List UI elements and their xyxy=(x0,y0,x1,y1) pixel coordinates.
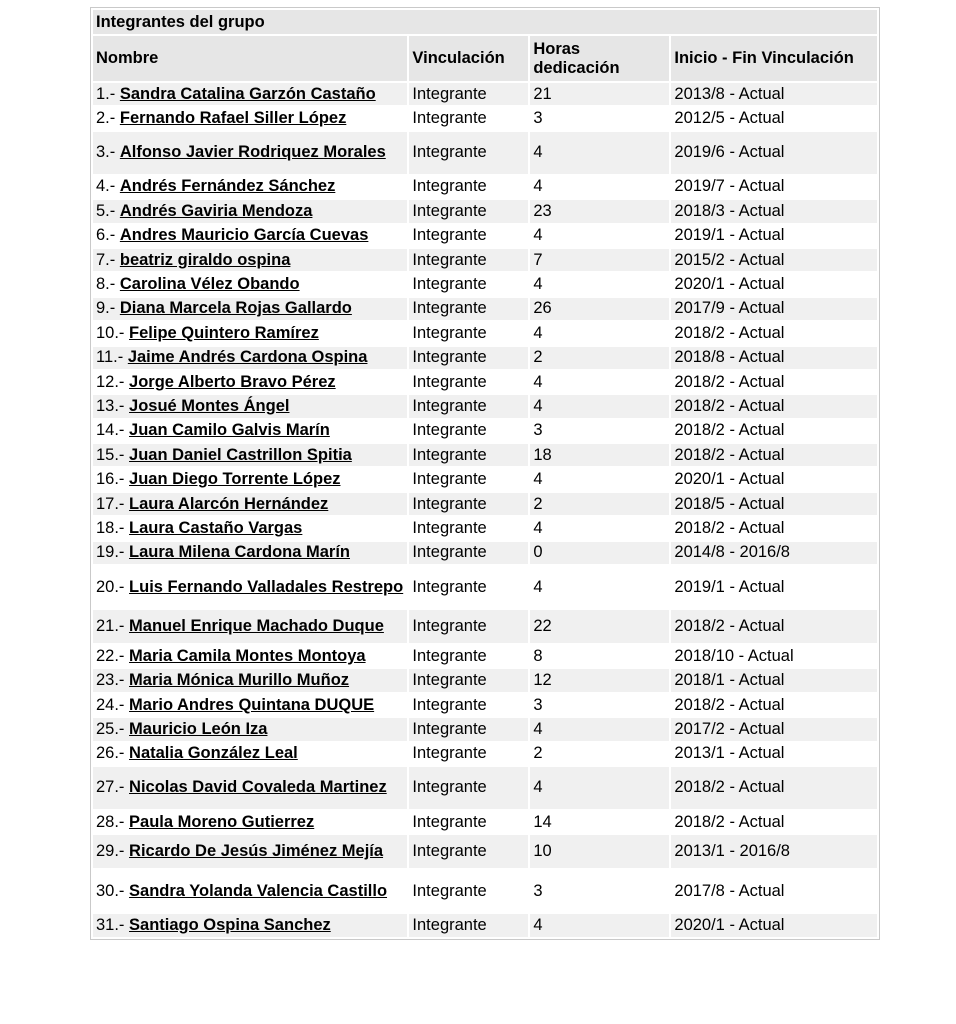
member-name-link[interactable]: Juan Camilo Galvis Marín xyxy=(129,421,330,440)
cell-vinculacion: Integrante xyxy=(409,83,528,105)
cell-nombre xyxy=(93,669,407,691)
cell-horas: 12 xyxy=(530,669,669,691)
table-row xyxy=(93,347,877,369)
cell-horas: 4 xyxy=(530,718,669,740)
cell-periodo: 2019/7 - Actual xyxy=(671,176,877,198)
cell-vinculacion: Integrante xyxy=(409,914,528,936)
table-row xyxy=(93,610,877,643)
cell-vinculacion: Integrante xyxy=(409,517,528,539)
member-name-link[interactable]: Sandra Catalina Garzón Castaño xyxy=(119,84,376,103)
table-row xyxy=(93,298,877,320)
member-name-link[interactable]: Alfonso Javier Rodriquez Morales xyxy=(119,143,386,162)
row-number: 29.- xyxy=(96,842,125,861)
row-number: 6.- xyxy=(96,226,116,245)
cell-vinculacion: Integrante xyxy=(409,371,528,393)
member-name-link[interactable]: Ricardo De Jesús Jiménez Mejía xyxy=(129,842,384,861)
cell-vinculacion: Integrante xyxy=(409,420,528,442)
cell-vinculacion: Integrante xyxy=(409,176,528,198)
row-number: 4.- xyxy=(96,177,116,196)
table-row xyxy=(93,444,877,466)
table-row xyxy=(93,83,877,105)
member-name-link[interactable]: Juan Daniel Castrillon Spitia xyxy=(129,445,352,464)
cell-nombre xyxy=(93,811,407,833)
table-row xyxy=(93,107,877,129)
cell-nombre xyxy=(93,371,407,393)
row-number: 23.- xyxy=(96,671,125,690)
cell-nombre xyxy=(93,395,407,417)
member-name-link[interactable]: Mario Andres Quintana DUQUE xyxy=(129,695,375,714)
row-number: 19.- xyxy=(96,543,125,562)
cell-horas: 2 xyxy=(530,493,669,515)
cell-periodo: 2020/1 - Actual xyxy=(671,914,877,936)
row-number: 26.- xyxy=(96,744,125,763)
row-number: 21.- xyxy=(96,617,125,636)
cell-periodo: 2018/2 - Actual xyxy=(671,767,877,809)
table-row xyxy=(93,176,877,198)
cell-nombre xyxy=(93,718,407,740)
cell-periodo: 2018/2 - Actual xyxy=(671,322,877,344)
table-row xyxy=(93,694,877,716)
cell-periodo: 2018/1 - Actual xyxy=(671,669,877,691)
member-name-link[interactable]: Josué Montes Ángel xyxy=(129,396,290,415)
cell-nombre xyxy=(93,132,407,174)
table-row xyxy=(93,273,877,295)
cell-periodo: 2018/2 - Actual xyxy=(671,395,877,417)
cell-nombre xyxy=(93,468,407,490)
table-title: Integrantes del grupo xyxy=(93,10,877,34)
row-number: 3.- xyxy=(96,143,116,162)
cell-vinculacion: Integrante xyxy=(409,835,528,868)
cell-nombre xyxy=(93,420,407,442)
member-name-link[interactable]: Fernando Rafael Siller López xyxy=(119,109,347,128)
row-number: 11.- xyxy=(96,348,124,367)
table-row xyxy=(93,767,877,809)
cell-vinculacion: Integrante xyxy=(409,870,528,912)
cell-horas: 10 xyxy=(530,835,669,868)
cell-horas: 3 xyxy=(530,107,669,129)
cell-periodo: 2020/1 - Actual xyxy=(671,273,877,295)
cell-horas: 2 xyxy=(530,347,669,369)
cell-horas: 0 xyxy=(530,542,669,564)
cell-nombre xyxy=(93,542,407,564)
member-name-link[interactable]: Diana Marcela Rojas Gallardo xyxy=(119,299,352,318)
member-name-link[interactable]: Juan Diego Torrente López xyxy=(129,470,341,489)
member-name-link[interactable]: Andrés Fernández Sánchez xyxy=(119,177,336,196)
row-number: 13.- xyxy=(96,396,125,415)
cell-periodo: 2020/1 - Actual xyxy=(671,468,877,490)
row-number: 25.- xyxy=(96,719,125,738)
table-row xyxy=(93,322,877,344)
table-row xyxy=(93,835,877,868)
cell-vinculacion: Integrante xyxy=(409,395,528,417)
cell-vinculacion: Integrante xyxy=(409,200,528,222)
table-row xyxy=(93,493,877,515)
row-number: 2.- xyxy=(96,109,116,128)
cell-nombre xyxy=(93,610,407,643)
member-name-link[interactable]: Maria Camila Montes Montoya xyxy=(129,646,366,665)
cell-nombre xyxy=(93,517,407,539)
table-row xyxy=(93,566,877,608)
cell-periodo: 2018/2 - Actual xyxy=(671,444,877,466)
cell-horas: 3 xyxy=(530,420,669,442)
row-number: 14.- xyxy=(96,421,125,440)
cell-periodo: 2019/1 - Actual xyxy=(671,566,877,608)
cell-vinculacion: Integrante xyxy=(409,444,528,466)
cell-vinculacion: Integrante xyxy=(409,273,528,295)
row-number: 30.- xyxy=(96,881,125,900)
row-number: 16.- xyxy=(96,470,125,489)
cell-horas: 2 xyxy=(530,743,669,765)
member-name-link[interactable]: Felipe Quintero Ramírez xyxy=(129,323,319,342)
header-periodo: Inicio - Fin Vinculación xyxy=(671,36,877,81)
cell-horas: 3 xyxy=(530,694,669,716)
cell-horas: 26 xyxy=(530,298,669,320)
cell-nombre xyxy=(93,273,407,295)
cell-periodo: 2017/9 - Actual xyxy=(671,298,877,320)
table-row xyxy=(93,225,877,247)
cell-vinculacion: Integrante xyxy=(409,347,528,369)
cell-horas: 8 xyxy=(530,645,669,667)
cell-vinculacion: Integrante xyxy=(409,767,528,809)
cell-periodo: 2017/8 - Actual xyxy=(671,870,877,912)
cell-nombre xyxy=(93,322,407,344)
row-number: 20.- xyxy=(96,577,125,596)
cell-horas: 3 xyxy=(530,870,669,912)
row-number: 9.- xyxy=(96,299,116,318)
cell-horas: 7 xyxy=(530,249,669,271)
row-number: 5.- xyxy=(96,201,116,220)
cell-nombre xyxy=(93,493,407,515)
table-row xyxy=(93,870,877,912)
member-name-link[interactable]: Sandra Yolanda Valencia Castillo xyxy=(129,881,388,900)
row-number: 7.- xyxy=(96,250,116,269)
table-row xyxy=(93,468,877,490)
cell-vinculacion: Integrante xyxy=(409,493,528,515)
header-horas: Horas dedicación xyxy=(530,36,669,81)
header-vinculacion: Vinculación xyxy=(409,36,528,81)
cell-horas: 4 xyxy=(530,225,669,247)
cell-vinculacion: Integrante xyxy=(409,566,528,608)
cell-horas: 18 xyxy=(530,444,669,466)
cell-nombre xyxy=(93,249,407,271)
cell-nombre xyxy=(93,566,407,608)
cell-horas: 4 xyxy=(530,395,669,417)
member-name-link[interactable]: beatriz giraldo ospina xyxy=(119,250,291,269)
cell-nombre xyxy=(93,107,407,129)
member-name-link[interactable]: Mauricio León Iza xyxy=(129,719,268,738)
member-name-link[interactable]: Jorge Alberto Bravo Pérez xyxy=(129,372,336,391)
cell-nombre xyxy=(93,645,407,667)
cell-vinculacion: Integrante xyxy=(409,743,528,765)
row-number: 18.- xyxy=(96,518,125,537)
cell-horas: 14 xyxy=(530,811,669,833)
cell-horas: 22 xyxy=(530,610,669,643)
table-row xyxy=(93,645,877,667)
cell-vinculacion: Integrante xyxy=(409,542,528,564)
cell-nombre xyxy=(93,347,407,369)
table-row xyxy=(93,517,877,539)
member-name-link[interactable]: Laura Castaño Vargas xyxy=(129,518,303,537)
row-number: 17.- xyxy=(96,494,125,513)
member-name-link[interactable]: Andrés Gaviria Mendoza xyxy=(119,201,313,220)
cell-vinculacion: Integrante xyxy=(409,322,528,344)
cell-nombre xyxy=(93,298,407,320)
cell-periodo: 2017/2 - Actual xyxy=(671,718,877,740)
cell-periodo: 2015/2 - Actual xyxy=(671,249,877,271)
member-name-link[interactable]: Andres Mauricio García Cuevas xyxy=(119,226,369,245)
cell-horas: 4 xyxy=(530,517,669,539)
cell-vinculacion: Integrante xyxy=(409,669,528,691)
cell-periodo: 2019/1 - Actual xyxy=(671,225,877,247)
cell-periodo: 2013/1 - Actual xyxy=(671,743,877,765)
cell-periodo: 2018/8 - Actual xyxy=(671,347,877,369)
cell-nombre xyxy=(93,914,407,936)
row-number: 1.- xyxy=(96,84,116,103)
cell-nombre xyxy=(93,200,407,222)
cell-horas: 4 xyxy=(530,176,669,198)
table-row xyxy=(93,249,877,271)
member-name-link[interactable]: Laura Alarcón Hernández xyxy=(129,494,329,513)
cell-nombre xyxy=(93,176,407,198)
cell-periodo: 2018/2 - Actual xyxy=(671,517,877,539)
cell-vinculacion: Integrante xyxy=(409,694,528,716)
cell-horas: 4 xyxy=(530,132,669,174)
row-number: 8.- xyxy=(96,275,116,294)
cell-periodo: 2018/2 - Actual xyxy=(671,811,877,833)
row-number: 15.- xyxy=(96,445,125,464)
cell-periodo: 2013/1 - 2016/8 xyxy=(671,835,877,868)
cell-horas: 21 xyxy=(530,83,669,105)
member-name-link[interactable]: Luis Fernando Valladales Restrepo xyxy=(129,577,404,596)
table-row xyxy=(93,718,877,740)
cell-nombre xyxy=(93,83,407,105)
row-number: 28.- xyxy=(96,812,125,831)
member-name-link[interactable]: Carolina Vélez Obando xyxy=(119,275,300,294)
cell-nombre xyxy=(93,767,407,809)
header-nombre: Nombre xyxy=(93,36,407,81)
members-panel xyxy=(90,7,880,940)
table-row xyxy=(93,200,877,222)
table-row xyxy=(93,420,877,442)
cell-periodo: 2018/2 - Actual xyxy=(671,610,877,643)
row-number: 27.- xyxy=(96,778,125,797)
cell-horas: 23 xyxy=(530,200,669,222)
cell-periodo: 2013/8 - Actual xyxy=(671,83,877,105)
cell-vinculacion: Integrante xyxy=(409,811,528,833)
member-name-link[interactable]: Laura Milena Cardona Marín xyxy=(129,543,350,562)
cell-vinculacion: Integrante xyxy=(409,298,528,320)
table-row xyxy=(93,811,877,833)
member-name-link[interactable]: Santiago Ospina Sanchez xyxy=(129,916,331,935)
cell-periodo: 2018/5 - Actual xyxy=(671,493,877,515)
cell-nombre xyxy=(93,694,407,716)
cell-nombre xyxy=(93,743,407,765)
cell-periodo: 2018/10 - Actual xyxy=(671,645,877,667)
cell-horas: 4 xyxy=(530,322,669,344)
cell-vinculacion: Integrante xyxy=(409,610,528,643)
cell-periodo: 2018/2 - Actual xyxy=(671,371,877,393)
member-name-link[interactable]: Paula Moreno Gutierrez xyxy=(129,812,315,831)
cell-vinculacion: Integrante xyxy=(409,645,528,667)
cell-nombre xyxy=(93,225,407,247)
cell-horas: 4 xyxy=(530,767,669,809)
cell-vinculacion: Integrante xyxy=(409,107,528,129)
cell-vinculacion: Integrante xyxy=(409,468,528,490)
cell-nombre xyxy=(93,444,407,466)
cell-vinculacion: Integrante xyxy=(409,249,528,271)
cell-periodo: 2019/6 - Actual xyxy=(671,132,877,174)
cell-periodo: 2012/5 - Actual xyxy=(671,107,877,129)
cell-horas: 4 xyxy=(530,914,669,936)
cell-periodo: 2018/2 - Actual xyxy=(671,420,877,442)
cell-horas: 4 xyxy=(530,371,669,393)
row-number: 24.- xyxy=(96,695,125,714)
cell-vinculacion: Integrante xyxy=(409,132,528,174)
member-name-link[interactable]: Jaime Andrés Cardona Ospina xyxy=(127,348,368,367)
cell-horas: 4 xyxy=(530,468,669,490)
cell-vinculacion: Integrante xyxy=(409,718,528,740)
cell-horas: 4 xyxy=(530,273,669,295)
table-row xyxy=(93,371,877,393)
cell-periodo: 2014/8 - 2016/8 xyxy=(671,542,877,564)
cell-vinculacion: Integrante xyxy=(409,225,528,247)
table-row xyxy=(93,743,877,765)
row-number: 10.- xyxy=(96,323,125,342)
cell-horas: 4 xyxy=(530,566,669,608)
member-name-link[interactable]: Maria Mónica Murillo Muñoz xyxy=(129,671,350,690)
cell-nombre xyxy=(93,870,407,912)
table-row xyxy=(93,395,877,417)
table-row xyxy=(93,914,877,936)
member-name-link[interactable]: Nicolas David Covaleda Martinez xyxy=(129,778,387,797)
table-row xyxy=(93,132,877,174)
table-row xyxy=(93,542,877,564)
cell-periodo: 2018/2 - Actual xyxy=(671,694,877,716)
cell-periodo: 2018/3 - Actual xyxy=(671,200,877,222)
row-number: 22.- xyxy=(96,646,125,665)
row-number: 12.- xyxy=(96,372,125,391)
member-name-link[interactable]: Natalia González Leal xyxy=(129,744,298,763)
member-name-link[interactable]: Manuel Enrique Machado Duque xyxy=(129,617,384,636)
members-table xyxy=(91,8,879,939)
table-row xyxy=(93,669,877,691)
header-row xyxy=(93,36,877,81)
row-number: 31.- xyxy=(96,916,125,935)
cell-nombre xyxy=(93,835,407,868)
